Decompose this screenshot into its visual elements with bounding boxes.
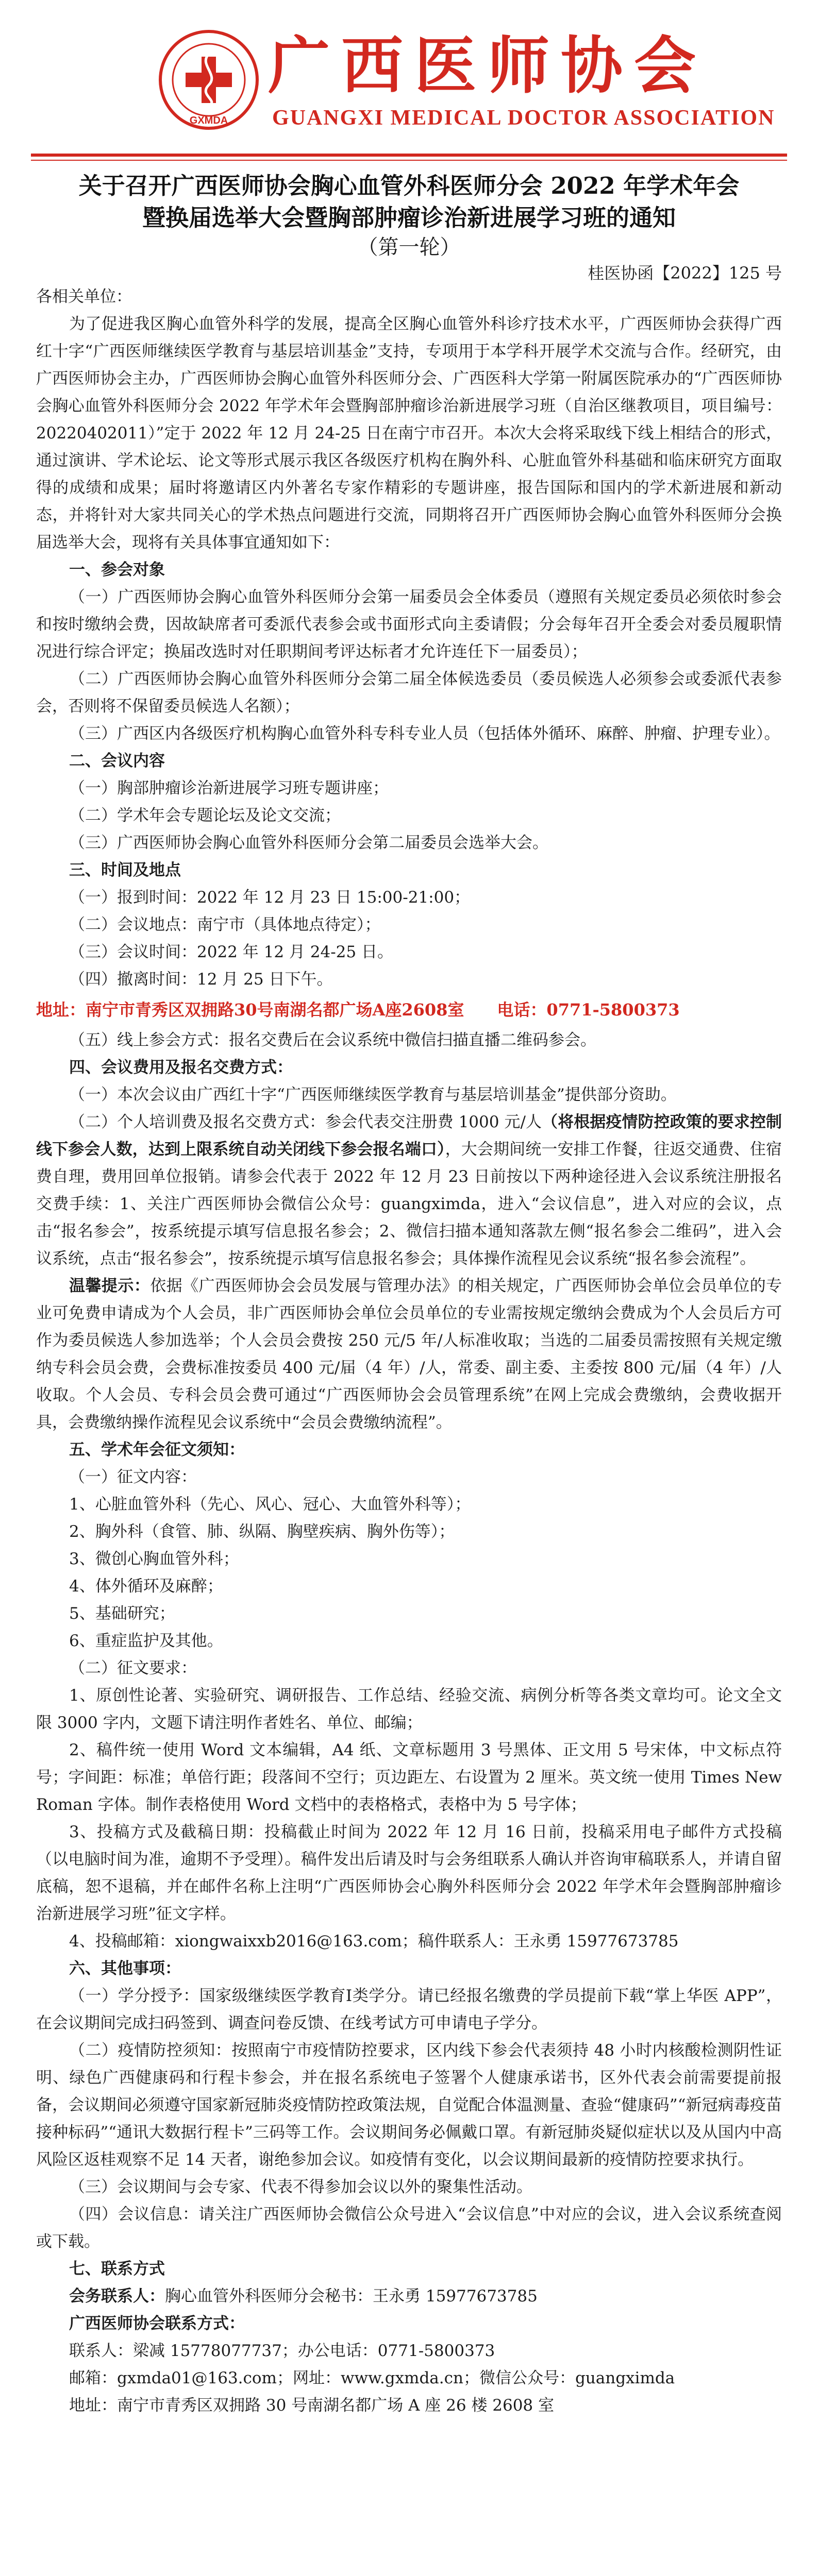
letterhead xyxy=(0,0,818,160)
section-4-item-2 xyxy=(36,1109,782,1273)
header-divider-thick xyxy=(31,154,787,157)
registration-steps: ，大会期间统一安排工作餐，往返交通费、住宿费自理，费用回单位报销。请参会代表于 2022 年 12 月 23 日前按以下两种途径进入会议系统注册报名交费手续：1、关注广西医师协会微信公众号：guangximda，进入“会议信息”，进入对应的会议，点击“报名参会”，按系统提示填写信息报名参会；2、微信扫描本通知落款左侧“报名参会二维码”，进入会议系统，点击“报名参会”，按系统提示填写信息报名参会；具体操作流程见会议系统“报名参会流程”。 xyxy=(36,1140,782,1268)
association-contact-heading: 广西医师协会联系方式： xyxy=(69,2314,245,2333)
section-1-heading: 一、参会对象 xyxy=(69,561,165,579)
section-5-heading: 五、学术年会征文须知： xyxy=(69,1440,245,1459)
section-2-item-2: （二）学术年会专题论坛及论文交流； xyxy=(69,806,341,825)
conference-contact xyxy=(36,2283,782,2310)
topic-2: 2、胸外科（食管、肺、纵隔、胸壁疾病、胸外伤等）； xyxy=(69,1522,455,1541)
conference-contact-label: 会务联系人： xyxy=(69,2287,165,2306)
topic-6: 6、重症监护及其他。 xyxy=(69,1632,223,1650)
requirement-4: 4、投稿邮箱：xiongwaixxb2016@163.com；稿件联系人：王永勇 15977673785 xyxy=(69,1932,679,1951)
reminder-paragraph xyxy=(36,1273,782,1436)
reminder-label: 温馨提示： xyxy=(69,1277,151,1295)
section-3-item-4: （四）撤离时间：12 月 25 日下午。 xyxy=(69,970,333,989)
fee-text: （二）个人培训费及报名交费方式：参会代表交注册费 1000 元/人 xyxy=(69,1113,542,1131)
section-6-item-3: （三）会议期间与会专家、代表不得参加会议以外的聚集性活动。 xyxy=(69,2178,532,2196)
section-3-heading: 三、时间及地点 xyxy=(69,861,181,879)
notice-title-line1: 关于召开广西医师协会胸心血管外科医师分会 2022 年学术年会 xyxy=(78,172,740,199)
notice-title-line2: 暨换届选举大会暨胸部肿瘤诊治新进展学习班的通知 xyxy=(142,204,676,231)
document-number: 桂医协函【2022】125 号 xyxy=(588,263,782,283)
section-3-item-1: （一）报到时间：2022 年 12 月 23 日 15:00-21:00； xyxy=(69,888,471,907)
section-2-heading: 二、会议内容 xyxy=(69,752,165,770)
intro-paragraph: 为了促进我区胸心血管外科学的发展，提高全区胸心血管外科诊疗技术水平，广西医师协会获得广西红十字“广西医师继续医学教育与基层培训基金”支持，专项用于本学科开展学术交流与合作。经研究，由广西医师协会主办，广西医师协会胸心血管外科医师分会、广西医科大学第一附属医院承办的“广西医师协会胸心血管外科医师分会 2022 年学术年会暨胸部肿瘤诊治新进展学习班（自治区继教项目，项目编号：20220402011）”定于 2022 年 12 月 24-25 日在南宁市召开。本次大会将采取线下线上相结合的形式，通过演讲、学术论坛、论文等形式展示我区各级医疗机构在胸外科、心脏血管外科基础和临床研究方面取得的成绩和成果；届时将邀请区内外著名专家作精彩的专题讲座，报告国际和国内的学术新进展和新动态，并将针对大家共同关心的学术热点问题进行交流，同期将召开广西医师协会胸心血管外科医师分会换届选举大会，现将有关具体事宜通知如下： xyxy=(36,315,782,552)
section-4-heading: 四、会议费用及报名交费方式： xyxy=(69,1058,293,1077)
association-contact-web: 邮箱：gxmda01@163.com；网址：www.gxmda.cn；微信公众号：guangximda xyxy=(69,2369,675,2387)
section-5-sub-2: （二）征文要求： xyxy=(69,1659,197,1677)
section-5-sub-1: （一）征文内容： xyxy=(69,1468,197,1486)
section-4-item-1: （一）本次会议由广西红十字“广西医师继续医学教育与基层培训基金”提供部分资助。 xyxy=(69,1086,677,1104)
requirement-3: 3、投稿方式及截稿日期：投稿截止时间为 2022 年 12 月 16 日前，投稿采用电子邮件方式投稿（以电脑时间为准，逾期不予受理）。稿件发出后请及时与会务组联系人确认并咨询审稿联系人，并请自留底稿，恕不退稿，并在邮件名称上注明“广西医师协会心胸外科医师分会 2022 年学术年会暨胸部肿瘤诊治新进展学习班”征文字样。 xyxy=(36,1823,782,1923)
section-3-item-2: （二）会议地点：南宁市（具体地点待定）； xyxy=(69,916,381,934)
requirement-2: 2、稿件统一使用 Word 文本编辑，A4 纸、文章标题用 3 号黑体、正文用 5 号宋体，中文标点符号；字间距：标准；单倍行距；段落间不空行；页边距左、右设置为 2 厘米。英文统一使用 Times New Roman 字体。制作表格使用 Word 文档中的表格格式，表格中为 5 号字体； xyxy=(36,1741,782,1814)
fee-limit-note: （将根据疫情防控政策的要求控制线下参会人数，达到上限系统自动关闭线下参会报名端口） xyxy=(36,1113,782,1159)
conference-contact-text: 胸心血管外科医师分会秘书：王永勇 15977673785 xyxy=(165,2287,538,2306)
association-address: 地址：南宁市青秀区双拥路 30 号南湖名都广场 A 座 26 楼 2608 室 xyxy=(69,2396,555,2415)
association-contact-person: 联系人：梁减 15778077737；办公电话：0771-5800373 xyxy=(69,2342,495,2360)
section-6-item-1: （一）学分授予：国家级继续医学教育Ⅰ类学分。请已经报名缴费的学员提前下载“掌上华医 APP”，在会议期间完成扫码签到、调查问卷反馈、在线考试方可申请电子学分。 xyxy=(36,1987,782,2032)
section-1-item-2: （二）广西医师协会胸心血管外科医师分会第二届全体候选委员（委员候选人必须参会或委派代表参会，否则将不保留委员候选人名额）； xyxy=(36,670,782,716)
notice-round: （第一轮） xyxy=(357,235,461,259)
org-name-en: GUANGXI MEDICAL DOCTOR ASSOCIATION xyxy=(272,106,775,130)
topic-1: 1、心脏血管外科（先心、风心、冠心、大血管外科等）； xyxy=(69,1495,471,1514)
section-3-item-3: （三）会议时间：2022 年 12 月 24-25 日。 xyxy=(69,943,393,961)
section-6-heading: 六、其他事项： xyxy=(69,1959,181,1978)
section-3-item-5: （五）线上参会方式：报名交费后在会议系统中微信扫描直播二维码参会。 xyxy=(69,1031,596,1049)
section-6-item-2: （二）疫情防控须知：按照南宁市疫情防控要求，区内线下参会代表须持 48 小时内核酸检测阴性证明、绿色广西健康码和行程卡参会，并在报名系统电子签署个人健康承诺书，区外代表会前需要提前报备，会议期间必须遵守国家新冠肺炎疫情防控政策法规，自觉配合体温测量、查验“健康码”“新冠病毒疫苗接种标码”“通讯大数据行程卡”三码等工作。会议期间务必佩戴口罩。有新冠肺炎疑似症状以及从国内中高风险区返桂观察不足 14 天者，谢绝参加会议。如疫情有变化，以会议期间最新的疫情防控要求执行。 xyxy=(36,2041,782,2169)
section-2-item-1: （一）胸部肿瘤诊治新进展学习班专题讲座； xyxy=(69,779,389,798)
logo-text: GXMDA xyxy=(189,115,228,126)
section-1-item-1: （一）广西医师协会胸心血管外科医师分会第一届委员会全体委员（遵照有关规定委员必须依时参会和按时缴纳会费，因故缺席者可委派代表参会或书面形式向主委请假；分会每年召开全委会对委员履职情况进行综合评定；换届改选时对任职期间考评达标者才允许连任下一届委员）； xyxy=(36,588,782,661)
address-phone-line: 地址：南宁市青秀区双拥路30号南湖名都广场A座2608室 电话：0771-5800373 xyxy=(36,1000,680,1020)
reminder-text: 依据《广西医师协会会员发展与管理办法》的相关规定，广西医师协会单位会员单位的专业可免费申请成为个人会员，非广西医师协会单位会员单位的专业需按规定缴纳会费成为个人会员后方可作为委员候选人参加选举；个人会员会费按 250 元/5 年/人标准收取；当选的二届委员需按照有关规定缴纳专科会员会费，会费标准按委员 400 元/届（4 年）/人，常委、副主委、主委按 800 元/届（4 年）/人收取。个人会员、专科会员会费可通过“广西医师协会会员管理系统”在网上完成会费缴纳，会费收据开具，会费缴纳操作流程见会议系统中“会员会费缴纳流程”。 xyxy=(36,1277,782,1432)
topic-5: 5、基础研究； xyxy=(69,1604,175,1623)
org-name: 广西医师协会 xyxy=(268,29,707,102)
header-divider-thin xyxy=(31,160,787,161)
notice-body xyxy=(36,283,782,2419)
section-1-item-3: （三）广西区内各级医疗机构胸心血管外科专科专业人员（包括体外循环、麻醉、肿瘤、护理专业）。 xyxy=(69,724,780,743)
section-7-heading: 七、联系方式 xyxy=(69,2260,165,2278)
greeting: 各相关单位： xyxy=(36,287,132,306)
section-6-item-4: （四）会议信息：请关注广西医师协会微信公众号进入“会议信息”中对应的会议，进入会议系统查阅或下载。 xyxy=(36,2205,782,2251)
topic-4: 4、体外循环及麻醉； xyxy=(69,1577,223,1596)
association-logo-icon xyxy=(157,28,260,131)
requirement-1: 1、原创性论著、实验研究、调研报告、工作总结、经验交流、病例分析等各类文章均可。论文全文限 3000 字内，文题下请注明作者姓名、单位、邮编； xyxy=(36,1686,782,1732)
section-2-item-3: （三）广西医师协会胸心血管外科医师分会第二届委员会选举大会。 xyxy=(69,834,548,852)
topic-3: 3、微创心胸血管外科； xyxy=(69,1550,239,1568)
